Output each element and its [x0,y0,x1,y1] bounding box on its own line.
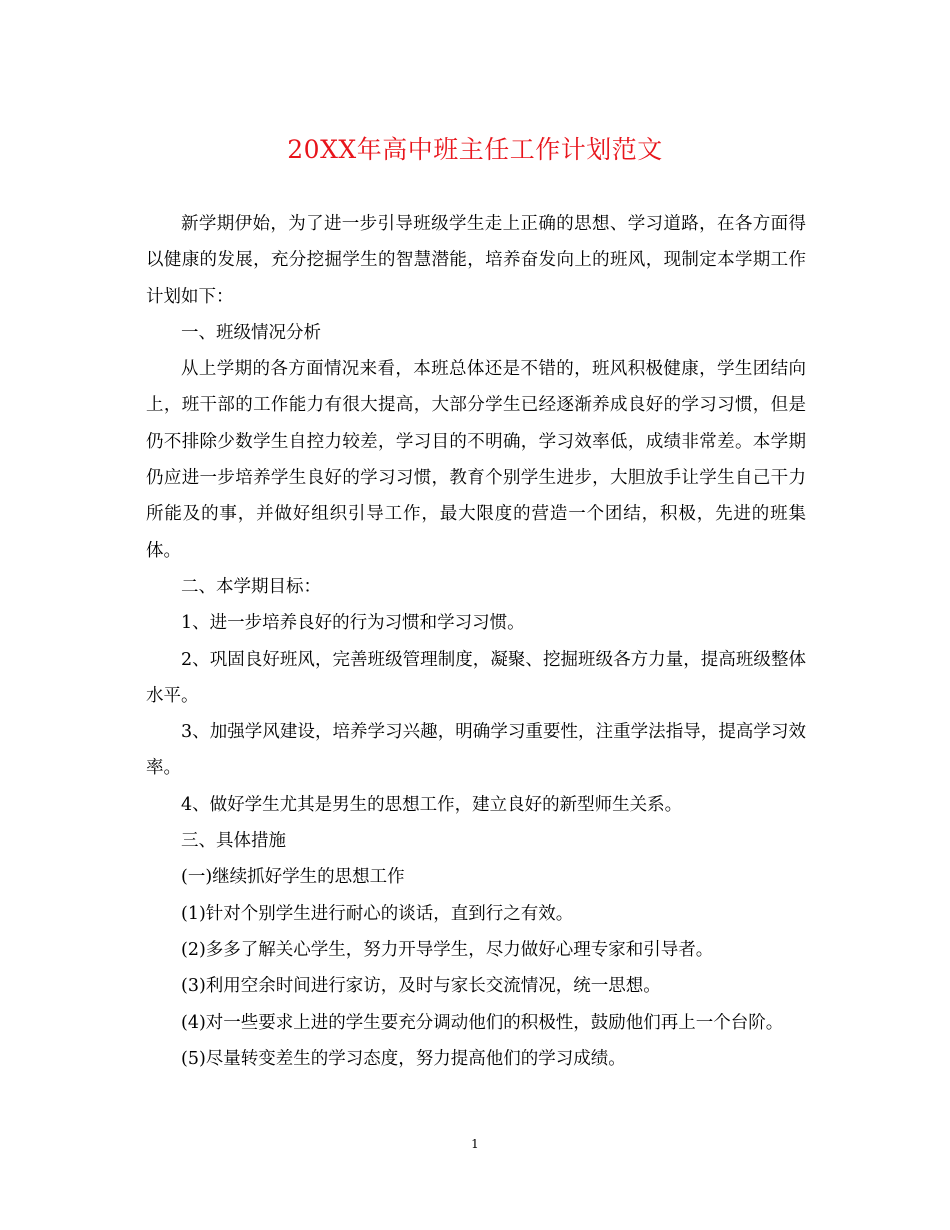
section-heading-class-analysis: 一、班级情况分析 [181,322,321,343]
class-analysis-paragraph: 从上学期的各方面情况来看，本班总体还是不错的，班风积极健康，学生团结向上，班干部的工作能力有很大提高，大部分学生已经逐渐养成良好的学习习惯，但是仍不排除少数学生自控力较差，学习目的不明确，学习效率低，成绩非常差。本学期仍应进一步培养学生良好的学习习惯，教育个别学生进步，大胆放手让学生自己干力所能及的事，并做好组织引导工作，最大限度的营造一个团结，积极，先进的班集体。 [146,359,806,561]
goal-item-1: 1、进一步培养良好的行为习惯和学习习惯。 [181,613,525,634]
measure-item-4: (4)对一些要求上进的学生要充分调动他们的积极性，鼓励他们再上一个台阶。 [181,1012,784,1033]
section-heading-goals: 二、本学期目标： [181,576,321,597]
document-body [146,206,806,1077]
goal-item-3: 3、加强学风建设，培养学习兴趣，明确学习重要性，注重学法指导，提高学习效率。 [146,722,806,779]
measure-item-5: (5)尽量转变差生的学习态度，努力提高他们的学习成绩。 [181,1048,626,1069]
measure-item-3: (3)利用空余时间进行家访，及时与家长交流情况，统一思想。 [181,976,661,997]
goal-item-4: 4、做好学生尤其是男生的思想工作，建立良好的新型师生关系。 [181,794,683,815]
section-heading-measures: 三、具体措施 [181,831,286,852]
subsection-heading-thought-work: (一)继续抓好学生的思想工作 [181,867,405,888]
measure-item-2: (2)多多了解关心学生，努力开导学生，尽力做好心理专家和引导者。 [181,939,714,960]
page-number: 1 [471,1137,479,1151]
document-title: 20XX年高中班主任工作计划范文 [287,135,663,164]
goal-item-2: 2、巩固良好班风，完善班级管理制度，凝聚、挖掘班级各方力量，提高班级整体水平。 [146,649,806,706]
measure-item-1: (1)针对个别学生进行耐心的谈话，直到行之有效。 [181,903,574,924]
intro-paragraph: 新学期伊始，为了进一步引导班级学生走上正确的思想、学习道路，在各方面得以健康的发展，充分挖掘学生的智慧潜能，培养奋发向上的班风，现制定本学期工作计划如下： [146,214,806,307]
